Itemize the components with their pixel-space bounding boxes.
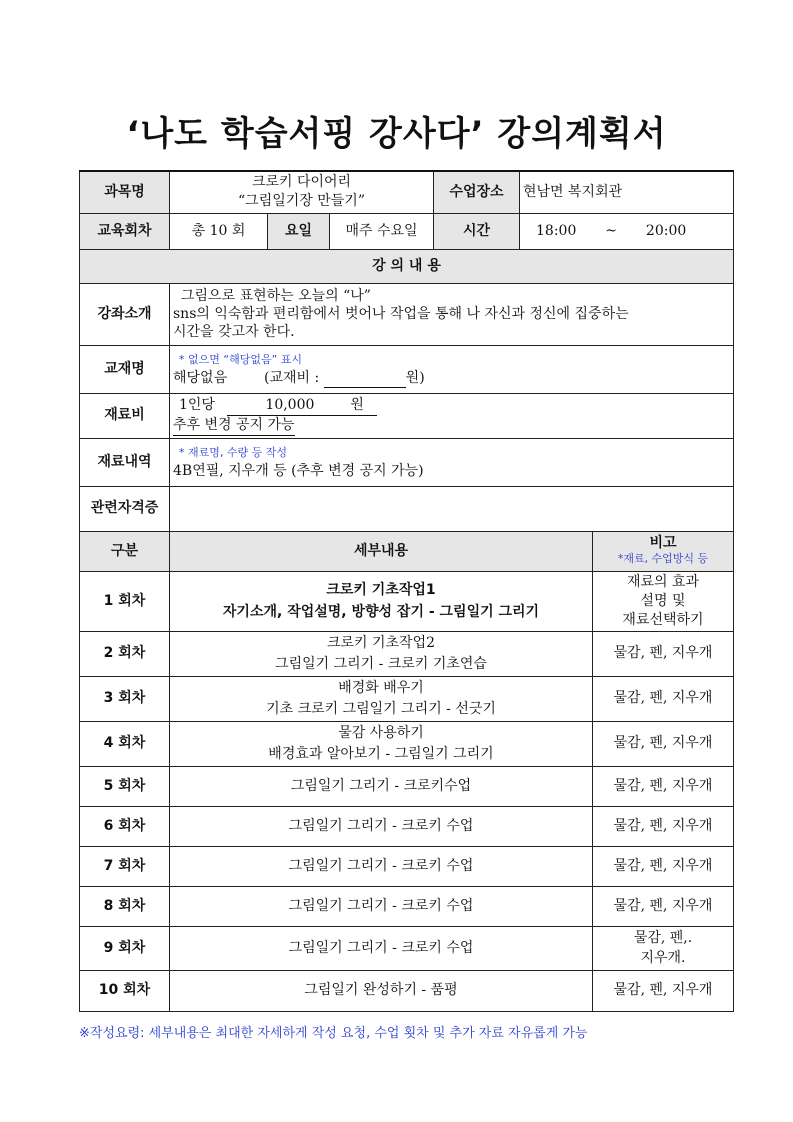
session-label: 7 회차 bbox=[80, 846, 170, 886]
session-detail bbox=[170, 676, 593, 721]
session-note: 물감, 펜, 지우개 bbox=[593, 676, 734, 721]
material-cost-unit: 원 bbox=[350, 396, 364, 413]
sessions-label: 교육회차 bbox=[80, 213, 170, 249]
session-detail-line2: 기초 크로키 그림일기 그리기 - 선긋기 bbox=[266, 700, 496, 717]
textbook-row bbox=[80, 345, 734, 393]
sessions-row bbox=[80, 213, 734, 249]
time-separator: ~ bbox=[605, 222, 617, 239]
schedule-header-row bbox=[80, 531, 734, 571]
session-label: 2 회차 bbox=[80, 631, 170, 676]
materials-row bbox=[80, 438, 734, 486]
table-row bbox=[80, 766, 734, 806]
content-header: 강 의 내 용 bbox=[80, 249, 734, 283]
table-row bbox=[80, 571, 734, 631]
session-note: 물감, 펜, 지우개 bbox=[593, 886, 734, 926]
subject-value bbox=[170, 171, 434, 213]
session-detail bbox=[170, 721, 593, 766]
textbook-cost-prefix: (교재비 : bbox=[264, 370, 320, 386]
session-detail-line2: 배경효과 알아보기 - 그림일기 그리기 bbox=[268, 745, 494, 762]
subject-label: 과목명 bbox=[80, 171, 170, 213]
schedule-col-session: 구분 bbox=[80, 531, 170, 571]
session-detail-line1: 크로키 기초작업1 bbox=[326, 582, 436, 598]
textbook-note: * 없으면 “해당없음” 표시 bbox=[179, 353, 303, 366]
session-detail: 그림일기 그리기 - 크로키수업 bbox=[170, 766, 593, 806]
session-detail-line2: 그림일기 그리기 - 크로키 기초연습 bbox=[275, 655, 487, 672]
subject-line2: “그림일기장 만들기” bbox=[238, 193, 365, 210]
table-row bbox=[80, 676, 734, 721]
material-cost-per-person: 1인당 bbox=[179, 396, 215, 413]
session-label: 5 회차 bbox=[80, 766, 170, 806]
session-note: 물감, 펜, 지우개 bbox=[593, 721, 734, 766]
venue-value: 현남면 복지회관 bbox=[520, 171, 734, 213]
session-note: 물감, 펜, 지우개 bbox=[593, 806, 734, 846]
content-header-row bbox=[80, 249, 734, 283]
intro-line2: sns의 익숙함과 편리함에서 벗어나 작업을 통해 나 자신과 정신에 집중하는 bbox=[173, 306, 629, 322]
session-note: 물감, 펜, 지우개 bbox=[593, 970, 734, 1011]
table-row bbox=[80, 631, 734, 676]
session-label: 4 회차 bbox=[80, 721, 170, 766]
day-value: 매주 수요일 bbox=[330, 213, 434, 249]
time-value bbox=[520, 213, 734, 249]
materials-list: 4B연필, 지우개 등 (추후 변경 공지 가능) bbox=[173, 463, 424, 479]
session-note bbox=[593, 571, 734, 631]
subject-line1: 크로키 다이어리 bbox=[251, 174, 352, 191]
venue-label: 수업장소 bbox=[434, 171, 520, 213]
session-label: 9 회차 bbox=[80, 926, 170, 970]
session-detail bbox=[170, 631, 593, 676]
certificate-value bbox=[170, 486, 734, 531]
certificate-label: 관련자격증 bbox=[80, 486, 170, 531]
schedule-col-note bbox=[593, 531, 734, 571]
schedule-col-note-title: 비고 bbox=[649, 535, 677, 551]
textbook-value bbox=[170, 345, 734, 393]
session-detail-line1: 크로키 기초작업2 bbox=[326, 634, 436, 651]
session-label: 10 회차 bbox=[80, 970, 170, 1011]
session-detail-line1: 배경화 배우기 bbox=[338, 679, 424, 696]
session-label: 3 회차 bbox=[80, 676, 170, 721]
session-note bbox=[593, 926, 734, 970]
intro-value bbox=[170, 283, 734, 345]
table-row bbox=[80, 846, 734, 886]
textbook-name: 해당없음 bbox=[173, 370, 228, 386]
table-row bbox=[80, 886, 734, 926]
session-note-line3: 재료선택하기 bbox=[622, 611, 704, 628]
session-detail: 그림일기 그리기 - 크로키 수업 bbox=[170, 806, 593, 846]
textbook-cost-blank bbox=[324, 373, 406, 388]
document-title: ‘나도 학습서핑 강사다’ 강의계획서 bbox=[126, 114, 667, 154]
materials-value bbox=[170, 438, 734, 486]
sessions-value: 총 10 회 bbox=[170, 213, 268, 249]
session-detail: 그림일기 그리기 - 크로키 수업 bbox=[170, 846, 593, 886]
subject-row bbox=[80, 171, 734, 213]
intro-row bbox=[80, 283, 734, 345]
session-detail-line2: 자기소개, 작업설명, 방향성 잡기 - 그림일기 그리기 bbox=[222, 604, 540, 620]
textbook-label: 교재명 bbox=[80, 345, 170, 393]
day-label: 요일 bbox=[268, 213, 330, 249]
table-row bbox=[80, 721, 734, 766]
schedule-col-note-hint: *재료, 수업방식 등 bbox=[617, 552, 709, 565]
session-note: 물감, 펜, 지우개 bbox=[593, 766, 734, 806]
session-note-line1: 물감, 펜,. bbox=[633, 930, 693, 946]
session-note: 물감, 펜, 지우개 bbox=[593, 846, 734, 886]
session-label: 1 회차 bbox=[80, 571, 170, 631]
material-cost-note: 추후 변경 공지 가능 bbox=[173, 416, 295, 436]
table-row bbox=[80, 926, 734, 970]
session-note-line1: 재료의 효과 bbox=[626, 573, 700, 590]
materials-label: 재료내역 bbox=[80, 438, 170, 486]
material-cost-value bbox=[170, 393, 734, 438]
session-detail: 그림일기 그리기 - 크로키 수업 bbox=[170, 886, 593, 926]
time-label: 시간 bbox=[434, 213, 520, 249]
session-note-line2: 설명 및 bbox=[640, 592, 686, 609]
session-label: 8 회차 bbox=[80, 886, 170, 926]
certificate-row bbox=[80, 486, 734, 531]
material-cost-label: 재료비 bbox=[80, 393, 170, 438]
textbook-cost-suffix: 원) bbox=[405, 370, 425, 386]
writing-guide-note: ※작성요령: 세부내용은 최대한 자세하게 작성 요청, 수업 횟차 및 추가 자료 자유롭게 가능 bbox=[79, 1026, 588, 1041]
session-detail bbox=[170, 571, 593, 631]
table-row bbox=[80, 806, 734, 846]
session-label: 6 회차 bbox=[80, 806, 170, 846]
materials-note: * 재료명, 수량 등 작성 bbox=[179, 446, 287, 459]
session-detail-line1: 물감 사용하기 bbox=[338, 724, 424, 741]
table-row bbox=[80, 970, 734, 1011]
intro-line1: 그림으로 표현하는 오늘의 “나” bbox=[181, 288, 371, 304]
schedule-col-detail: 세부내용 bbox=[170, 531, 593, 571]
material-cost-amount: 10,000 bbox=[265, 396, 315, 413]
session-detail: 그림일기 완성하기 - 품평 bbox=[170, 970, 593, 1011]
lecture-plan-table bbox=[79, 170, 734, 1012]
intro-label: 강좌소개 bbox=[80, 283, 170, 345]
material-cost-amount-line bbox=[227, 396, 377, 416]
time-start: 18:00 bbox=[536, 222, 577, 239]
session-note: 물감, 펜, 지우개 bbox=[593, 631, 734, 676]
session-note-line2: 지우개. bbox=[640, 950, 686, 966]
material-cost-row bbox=[80, 393, 734, 438]
session-detail: 그림일기 그리기 - 크로키 수업 bbox=[170, 926, 593, 970]
time-end: 20:00 bbox=[645, 222, 687, 239]
intro-line3: 시간을 갖고자 한다. bbox=[173, 324, 295, 340]
